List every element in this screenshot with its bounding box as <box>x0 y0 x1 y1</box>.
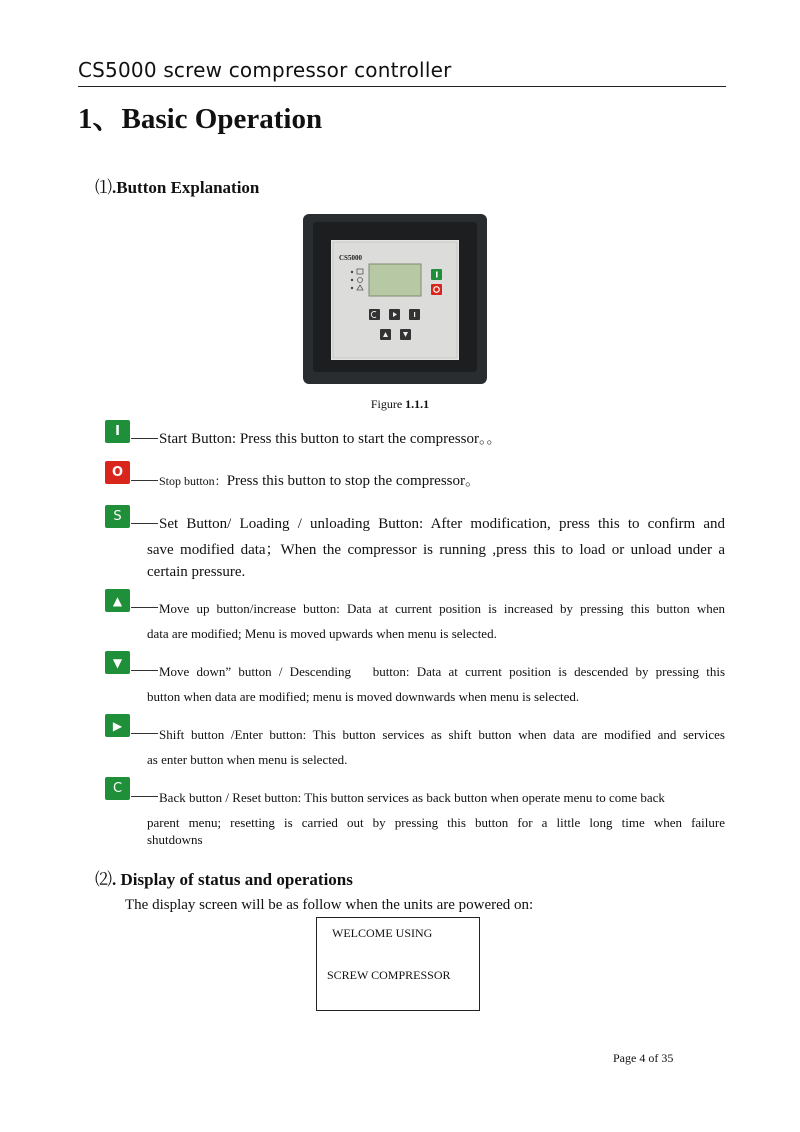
shift-button-text: Shift button /Enter button: This button services as shift button when data are modified and services <box>159 727 725 742</box>
subsection-number: ⑴ <box>95 178 112 197</box>
set-button-text-cont2: certain pressure. <box>147 564 246 580</box>
back-button-text-cont2: shutdowns <box>147 832 203 847</box>
device-brand: CS5000 <box>339 254 362 262</box>
dash-divider <box>131 796 158 797</box>
down-arrow-icon: ▼ <box>105 651 130 674</box>
welcome-screen-box <box>316 917 480 1011</box>
stop-button-text: Press this button to stop the compressor。 <box>226 473 481 489</box>
back-icon: C <box>105 777 130 800</box>
set-icon: S <box>105 505 130 528</box>
down-button-text-cont: button when data are modified; menu is moved downwards when menu is selected. <box>147 689 580 704</box>
start-button-text: Start Button: Press this button to start the compressor。。 <box>159 431 502 447</box>
controller-panel-image <box>303 214 487 384</box>
figure-caption-number: 1.1.1 <box>405 397 430 411</box>
subsection-display-status <box>95 865 353 890</box>
dash-divider <box>131 607 158 608</box>
set-button-text: Set Button/ Loading / unloading Button: After modification, press this to confirm and <box>159 516 725 532</box>
intro-paragraph: The display screen will be as follow when the units are powered on: <box>125 897 534 913</box>
dash-divider <box>131 670 158 671</box>
stop-icon: O <box>105 461 130 484</box>
section-title: 1、Basic Operation <box>78 103 323 135</box>
up-button-text-cont: data are modified; Menu is moved upwards when menu is selected. <box>147 626 497 641</box>
back-button-text: Back button / Reset button: This button services as back button when operate menu to come back <box>159 790 665 805</box>
page-number: Page 4 of 35 <box>613 1051 674 1065</box>
back-button-text-cont: parent menu; resetting is carried out by pressing this button for a little long time when failure <box>147 815 725 830</box>
dash-divider <box>131 438 158 439</box>
shift-button-text-cont: as enter button when menu is selected. <box>147 752 348 767</box>
dash-divider <box>131 480 158 481</box>
up-button-text: Move up button/increase button: Data at current position is increased by pressing this button when <box>159 601 725 616</box>
right-arrow-icon: ▶ <box>105 714 130 737</box>
subsection-button-explanation <box>95 173 259 198</box>
up-arrow-icon: ▲ <box>105 589 130 612</box>
down-button-text: Move down” button / Descending button: Data at current position is descended by pressing this <box>159 664 725 679</box>
header-rule <box>78 86 726 87</box>
dash-divider <box>131 733 158 734</box>
welcome-line-1: WELCOME USING <box>332 926 433 940</box>
subsection-title: .Button Explanation <box>112 178 260 197</box>
figure-caption <box>0 397 800 412</box>
document-header: CS5000 screw compressor controller <box>78 58 452 82</box>
subsection-title: . Display of status and operations <box>112 870 353 889</box>
welcome-line-2: SCREW COMPRESSOR <box>327 968 451 982</box>
subsection-number: ⑵ <box>95 870 112 889</box>
set-button-text-cont: save modified data；When the compressor is running ,press this to load or unload under a <box>147 542 725 558</box>
stop-button-label: Stop button： <box>159 474 227 488</box>
start-icon: I <box>105 420 130 443</box>
figure-caption-prefix: Figure <box>370 397 406 411</box>
dash-divider <box>131 523 158 524</box>
